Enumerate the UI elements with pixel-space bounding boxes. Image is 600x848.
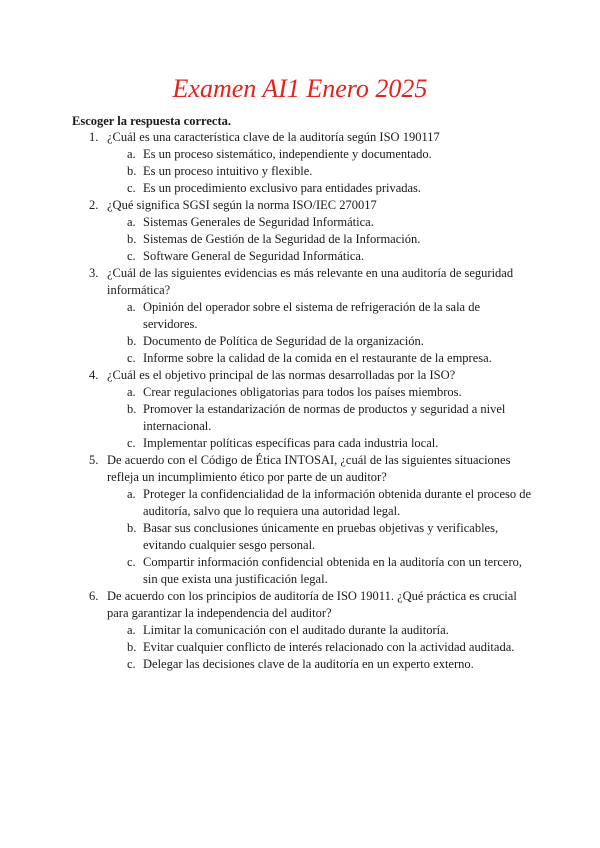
option-letter: b. xyxy=(127,640,137,654)
option-text: Evitar cualquier conflicto de interés relacionado con la actividad auditada. xyxy=(143,640,515,654)
option-text: Sistemas de Gestión de la Seguridad de la Información. xyxy=(143,232,421,246)
option-text: Sistemas Generales de Seguridad Informática. xyxy=(143,215,374,229)
option-letter: a. xyxy=(127,300,136,314)
question-list xyxy=(72,129,532,673)
question-item xyxy=(72,452,532,588)
option-letter: c. xyxy=(127,436,136,450)
question-number: 6. xyxy=(89,589,99,603)
option-list xyxy=(107,384,532,452)
answer-option xyxy=(107,350,532,367)
option-text: Software General de Seguridad Informática. xyxy=(143,249,365,263)
option-text: Crear regulaciones obligatorias para todos los países miembros. xyxy=(143,385,462,399)
exam-title: Examen AI1 Enero 2025 xyxy=(172,74,428,103)
option-letter: b. xyxy=(127,334,137,348)
option-text: Promover la estandarización de normas de productos y seguridad a nivel internacional. xyxy=(143,402,506,433)
option-letter: b. xyxy=(127,232,137,246)
answer-option xyxy=(107,163,532,180)
option-text: Es un proceso sistemático, independiente y documentado. xyxy=(143,147,432,161)
answer-option xyxy=(107,639,532,656)
option-letter: c. xyxy=(127,657,136,671)
answer-option xyxy=(107,622,532,639)
question-item xyxy=(72,129,532,197)
answer-option xyxy=(107,384,532,401)
option-list xyxy=(107,622,532,673)
question-item xyxy=(72,265,532,367)
option-letter: a. xyxy=(127,623,136,637)
question-text: ¿Cuál de las siguientes evidencias es más relevante en una auditoría de seguridad informática? xyxy=(107,266,514,297)
option-letter: b. xyxy=(127,164,137,178)
option-text: Compartir información confidencial obtenida en la auditoría con un tercero, sin que exista una justificación legal. xyxy=(143,555,523,586)
question-number: 4. xyxy=(89,368,99,382)
option-letter: a. xyxy=(127,147,136,161)
answer-option xyxy=(107,248,532,265)
option-list xyxy=(107,146,532,197)
answer-option xyxy=(107,520,532,554)
option-text: Documento de Política de Seguridad de la organización. xyxy=(143,334,424,348)
question-text: De acuerdo con los principios de auditoría de ISO 19011. ¿Qué práctica es crucial para garantizar la independencia del auditor? xyxy=(107,589,517,620)
answer-option xyxy=(107,180,532,197)
option-letter: a. xyxy=(127,385,136,399)
option-text: Implementar políticas específicas para cada industria local. xyxy=(143,436,439,450)
answer-option xyxy=(107,656,532,673)
option-text: Es un proceso intuitivo y flexible. xyxy=(143,164,313,178)
question-item xyxy=(72,588,532,673)
option-list xyxy=(107,214,532,265)
option-letter: a. xyxy=(127,487,136,501)
option-text: Informe sobre la calidad de la comida en el restaurante de la empresa. xyxy=(143,351,492,365)
answer-option xyxy=(107,435,532,452)
option-text: Basar sus conclusiones únicamente en pruebas objetivas y verificables, evitando cualquier sesgo personal. xyxy=(143,521,499,552)
answer-option xyxy=(107,486,532,520)
option-text: Proteger la confidencialidad de la información obtenida durante el proceso de auditoría, salvo que lo requiera una autoridad legal. xyxy=(143,487,532,518)
option-letter: c. xyxy=(127,555,136,569)
question-number: 1. xyxy=(89,130,99,144)
question-number: 5. xyxy=(89,453,99,467)
option-letter: c. xyxy=(127,181,136,195)
question-item xyxy=(72,197,532,265)
answer-option xyxy=(107,231,532,248)
option-text: Es un procedimiento exclusivo para entidades privadas. xyxy=(143,181,422,195)
answer-option xyxy=(107,214,532,231)
question-text: ¿Cuál es una característica clave de la auditoría según ISO 190117 xyxy=(107,130,440,144)
exam-instruction: Escoger la respuesta correcta. xyxy=(72,114,231,128)
answer-option xyxy=(107,401,532,435)
question-number: 3. xyxy=(89,266,99,280)
question-text: ¿Cuál es el objetivo principal de las normas desarrolladas por la ISO? xyxy=(107,368,456,382)
answer-option xyxy=(107,554,532,588)
question-item xyxy=(72,367,532,452)
answer-option xyxy=(107,299,532,333)
option-letter: b. xyxy=(127,402,137,416)
option-letter: a. xyxy=(127,215,136,229)
answer-option xyxy=(107,146,532,163)
option-text: Opinión del operador sobre el sistema de refrigeración de la sala de servidores. xyxy=(143,300,481,331)
option-text: Delegar las decisiones clave de la auditoría en un experto externo. xyxy=(143,657,474,671)
option-list xyxy=(107,299,532,367)
question-text: De acuerdo con el Código de Ética INTOSAI, ¿cuál de las siguientes situaciones refleja un incumplimiento ético por parte de un auditor? xyxy=(107,453,511,484)
option-list xyxy=(107,486,532,588)
option-text: Limitar la comunicación con el auditado durante la auditoría. xyxy=(143,623,449,637)
option-letter: b. xyxy=(127,521,137,535)
option-letter: c. xyxy=(127,351,136,365)
option-letter: c. xyxy=(127,249,136,263)
answer-option xyxy=(107,333,532,350)
question-text: ¿Qué significa SGSI según la norma ISO/IEC 270017 xyxy=(107,198,377,212)
question-number: 2. xyxy=(89,198,99,212)
